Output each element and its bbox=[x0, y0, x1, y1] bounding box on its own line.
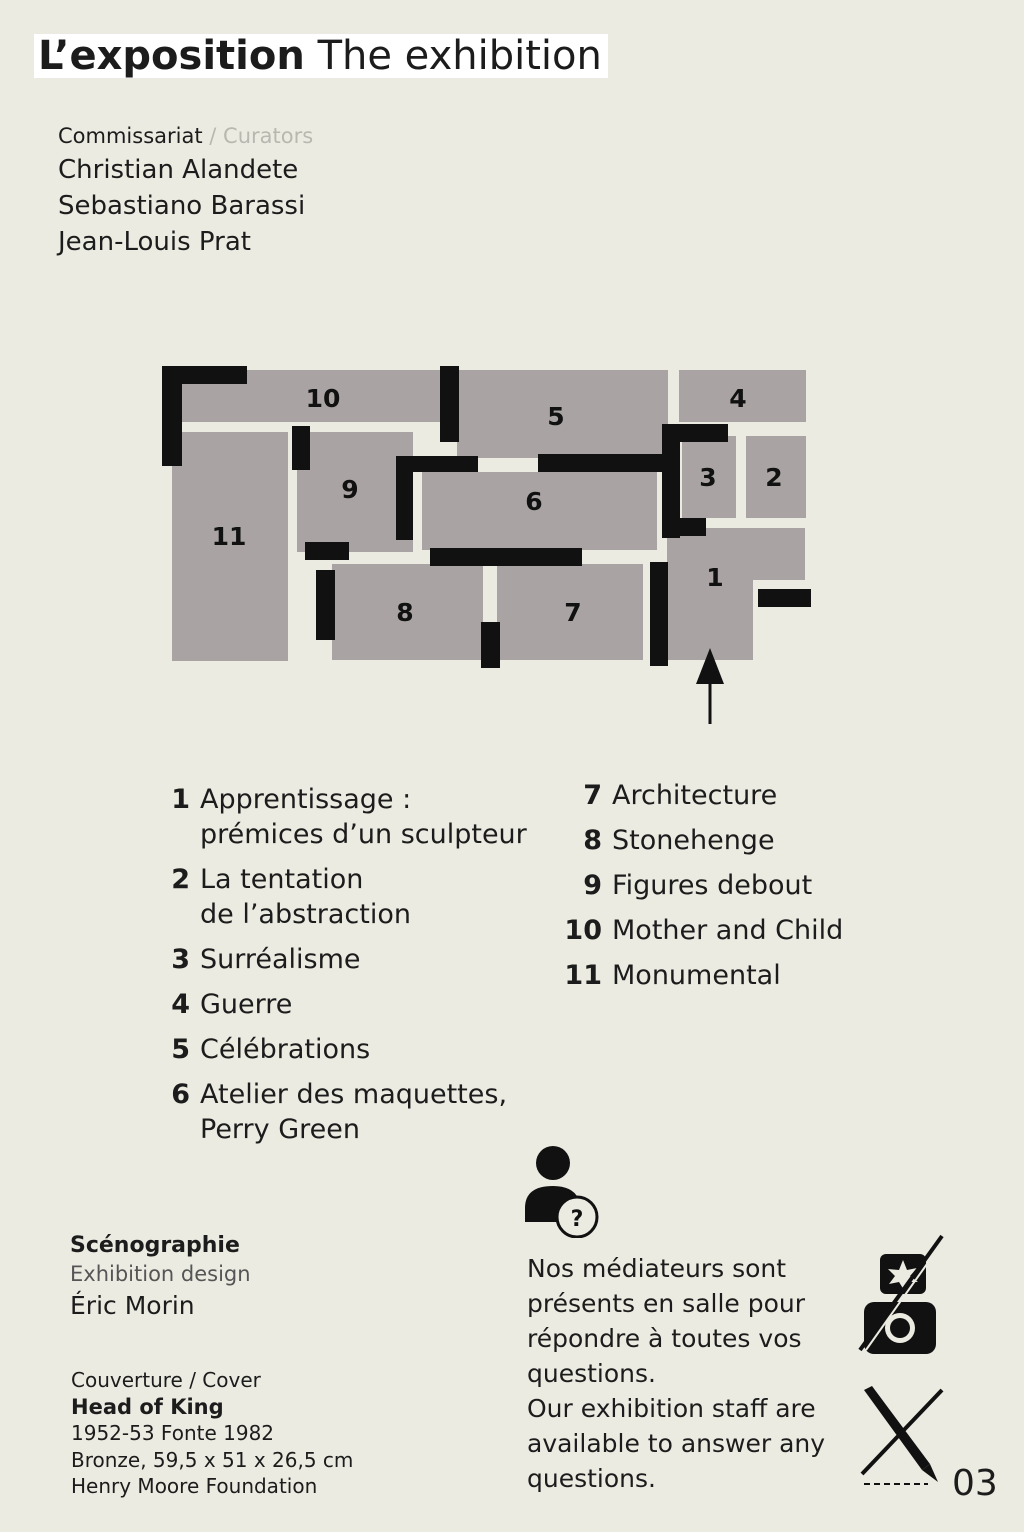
curators-label-fr: Commissariat bbox=[58, 124, 203, 148]
legend-number: 1 bbox=[171, 784, 190, 815]
legend-line: prémices d’un sculpteur bbox=[200, 819, 527, 850]
staff-line-en: available to answer any bbox=[527, 1429, 826, 1458]
legend-item bbox=[160, 1077, 527, 1147]
staff-help-icon bbox=[520, 1142, 604, 1238]
legend-item bbox=[572, 868, 843, 903]
wall bbox=[162, 366, 182, 466]
legend-item bbox=[160, 1032, 527, 1067]
room-number: 3 bbox=[699, 463, 717, 492]
legend-number: 10 bbox=[564, 915, 602, 946]
staff-line-fr: présents en salle pour bbox=[527, 1289, 806, 1318]
no-flash-photo-icon bbox=[856, 1232, 948, 1358]
legend-item bbox=[160, 987, 527, 1022]
svg-text:?: ? bbox=[570, 1207, 584, 1232]
legend-left bbox=[160, 782, 527, 1157]
design-credit bbox=[70, 1232, 251, 1324]
legend-line: Perry Green bbox=[200, 1114, 360, 1145]
wall bbox=[758, 589, 811, 607]
legend-line: Stonehenge bbox=[612, 825, 775, 856]
room-number: 11 bbox=[211, 522, 247, 551]
legend-line: de l’abstraction bbox=[200, 899, 411, 930]
design-label-fr: Scénographie bbox=[70, 1233, 240, 1258]
legend-number: 2 bbox=[171, 864, 190, 895]
cover-label: Couverture / Cover bbox=[71, 1368, 261, 1392]
curator-name: Jean-Louis Prat bbox=[58, 227, 251, 257]
wall bbox=[305, 542, 349, 560]
designer-name: Éric Morin bbox=[70, 1291, 195, 1320]
staff-text bbox=[527, 1251, 825, 1496]
wall bbox=[538, 454, 672, 472]
legend-item bbox=[160, 942, 527, 977]
wall bbox=[662, 518, 706, 536]
title-en: The exhibition bbox=[317, 33, 602, 79]
curator-name: Christian Alandete bbox=[58, 155, 299, 185]
cover-date: 1952-53 Fonte 1982 bbox=[71, 1421, 275, 1445]
legend-number: 7 bbox=[583, 780, 602, 811]
legend-line: Figures debout bbox=[612, 870, 813, 901]
legend-number: 8 bbox=[583, 825, 602, 856]
staff-line-fr: répondre à toutes vos bbox=[527, 1324, 802, 1353]
no-pen-icon bbox=[858, 1386, 950, 1488]
room-number: 5 bbox=[547, 402, 565, 431]
wall bbox=[650, 562, 668, 666]
legend-number: 11 bbox=[564, 960, 602, 991]
legend-number: 6 bbox=[171, 1079, 190, 1110]
legend-item bbox=[564, 913, 844, 948]
staff-line-fr: questions. bbox=[527, 1359, 656, 1388]
legend-item bbox=[160, 782, 527, 852]
room-number: 6 bbox=[525, 487, 543, 516]
floor-plan bbox=[0, 0, 1024, 760]
cover-credit bbox=[71, 1367, 353, 1500]
legend-line: Surréalisme bbox=[200, 944, 361, 975]
title-fr: L’exposition bbox=[38, 33, 305, 79]
legend-line: Atelier des maquettes, bbox=[200, 1079, 508, 1110]
wall bbox=[481, 622, 500, 668]
legend-item bbox=[160, 862, 527, 932]
legend-number: 9 bbox=[583, 870, 602, 901]
wall bbox=[316, 570, 335, 640]
room-number: 7 bbox=[564, 598, 582, 627]
legend-line: Mother and Child bbox=[612, 915, 844, 946]
legend-item bbox=[564, 958, 843, 993]
cover-material: Bronze, 59,5 x 51 x 26,5 cm bbox=[71, 1447, 354, 1472]
legend-number: 3 bbox=[171, 944, 190, 975]
room-number: 4 bbox=[729, 384, 747, 413]
room-number: 1 bbox=[706, 563, 724, 592]
staff-line-en: questions. bbox=[527, 1464, 656, 1493]
cover-title: Head of King bbox=[71, 1394, 224, 1419]
wall bbox=[440, 366, 459, 442]
wall bbox=[292, 426, 310, 470]
cover-owner: Henry Moore Foundation bbox=[71, 1474, 318, 1498]
legend-line: La tentation bbox=[200, 864, 364, 895]
staff-line-fr: Nos médiateurs sont bbox=[527, 1254, 787, 1283]
room-number: 8 bbox=[396, 598, 414, 627]
room-number: 10 bbox=[305, 384, 341, 413]
legend-line: Monumental bbox=[612, 960, 781, 991]
page-number: 03 bbox=[952, 1463, 998, 1504]
legend-number: 4 bbox=[171, 989, 190, 1020]
curators-label-en: / Curators bbox=[209, 124, 314, 148]
legend-item bbox=[572, 778, 843, 813]
legend-line: Guerre bbox=[200, 989, 293, 1020]
room-number: 2 bbox=[765, 463, 783, 492]
legend-right bbox=[564, 778, 844, 1003]
rooms bbox=[172, 370, 806, 661]
staff-line-en: Our exhibition staff are bbox=[527, 1394, 816, 1423]
legend-number: 5 bbox=[171, 1034, 190, 1065]
wall bbox=[430, 548, 582, 566]
room-number: 9 bbox=[341, 475, 359, 504]
wall bbox=[396, 456, 413, 540]
legend-line: Apprentissage : bbox=[200, 784, 412, 815]
legend-item bbox=[572, 823, 843, 858]
design-label-en: Exhibition design bbox=[70, 1262, 251, 1286]
legend-line: Architecture bbox=[612, 780, 778, 811]
curator-name: Sebastiano Barassi bbox=[58, 191, 306, 221]
legend-line: Célébrations bbox=[200, 1034, 371, 1065]
